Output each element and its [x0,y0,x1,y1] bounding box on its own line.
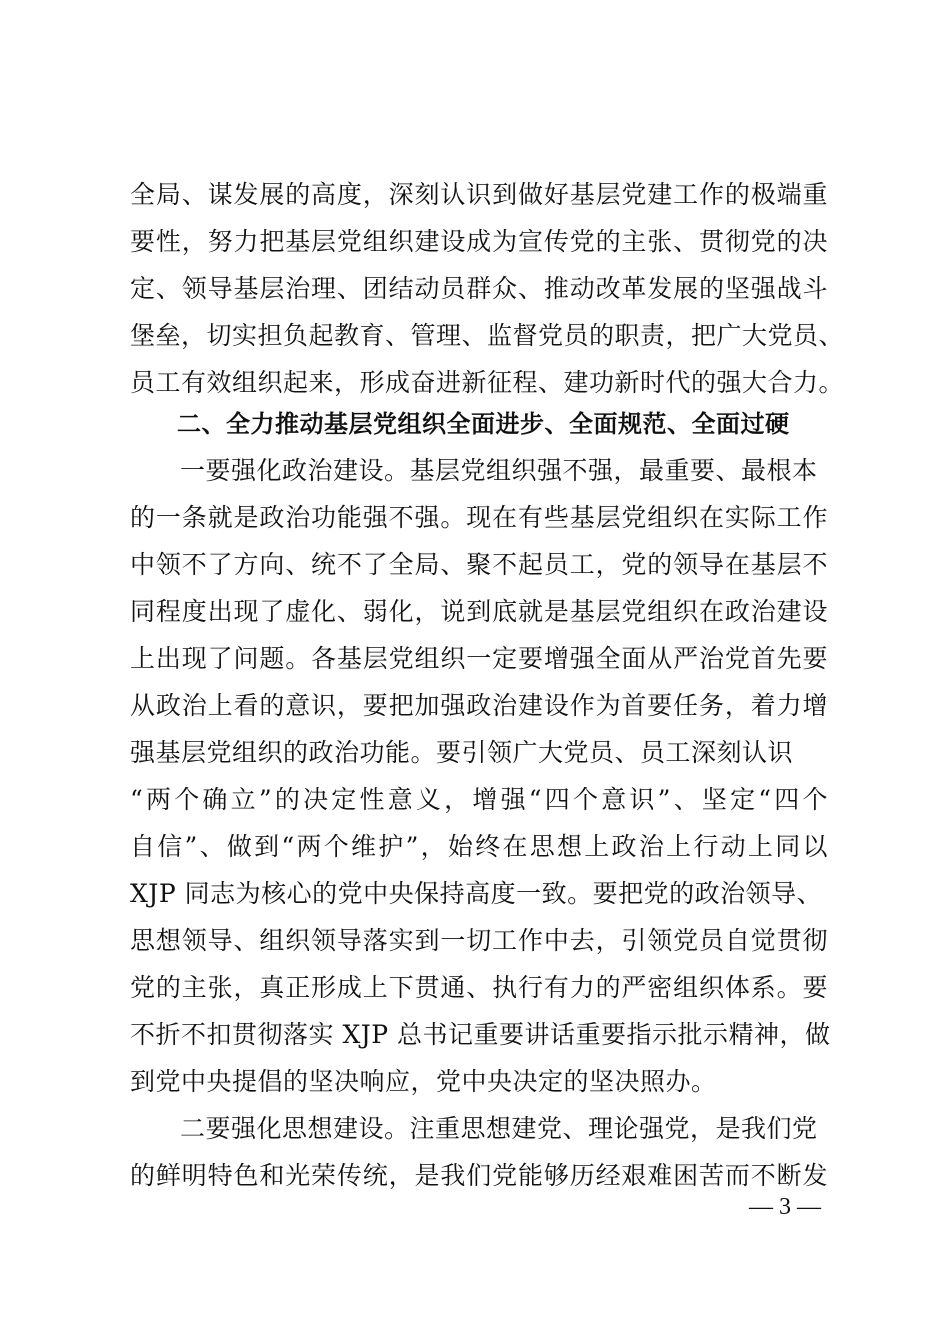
text-line: 强基层党组织的政治功能。要引领广大党员、员工深刻认识 [130,738,794,767]
section-heading: 二、全力推动基层党组织全面进步、全面规范、全面过硬 [177,410,790,438]
text-line: 员工有效组织起来，形成奋进新征程、建功新时代的强大合力。 [130,368,845,397]
body-text [130,0,845,1344]
text-line: 要性，努力把基层党组织建设成为宣传党的主张、贯彻党的决 [130,227,828,256]
text-line: 思想领导、组织领导落实到一切工作中去，引领党员自觉贯彻 [130,926,828,955]
text-line: 堡垒，切实担负起教育、管理、监督党员的职责，把广大党员、 [130,321,845,350]
text-line: 的鲜明特色和光荣传统，是我们党能够历经艰难困苦而不断发 [130,1161,828,1190]
paragraph-end-line: 到党中央提倡的坚决响应，党中央决定的坚决照办。 [130,1067,717,1096]
text-line: XJP 同志为核心的党中央保持高度一致。要把党的政治领导、 [130,879,823,908]
text-line: 上出现了问题。各基层党组织一定要增强全面从严治党首先要 [130,644,828,673]
paragraph-start-line: 二要强化思想建设。注重思想建党、理论强党，是我们党 [180,1114,818,1143]
paragraph-start-line: 一要强化政治建设。基层党组织强不强，最重要、最根本 [180,456,818,485]
text-line: 同程度出现了虚化、弱化，说到底就是基层党组织在政治建设 [130,597,828,626]
text-line: 全局、谋发展的高度，深刻认识到做好基层党建工作的极端重 [130,180,828,209]
text-line: 从政治上看的意识，要把加强政治建设作为首要任务，着力增 [130,691,828,720]
text-line: 定、领导基层治理、团结动员群众、推动改革发展的坚强战斗 [130,274,828,303]
text-line: 不折不扣贯彻落实 XJP 总书记重要讲话重要指示批示精神，做 [130,1020,831,1049]
text-line: 的一条就是政治功能强不强。现在有些基层党组织在实际工作 [130,503,828,532]
text-line: “两个确立”的决定性意义，增强“四个意识”、坚定“四个 [130,785,828,814]
text-line: 自信”、做到“两个维护”，始终在思想上政治上行动上同以 [130,832,828,861]
page-number: — 3 — [749,1194,821,1220]
text-line: 中领不了方向、统不了全局、聚不起员工，党的领导在基层不 [130,550,828,579]
text-line: 党的主张，真正形成上下贯通、执行有力的严密组织体系。要 [130,973,828,1002]
